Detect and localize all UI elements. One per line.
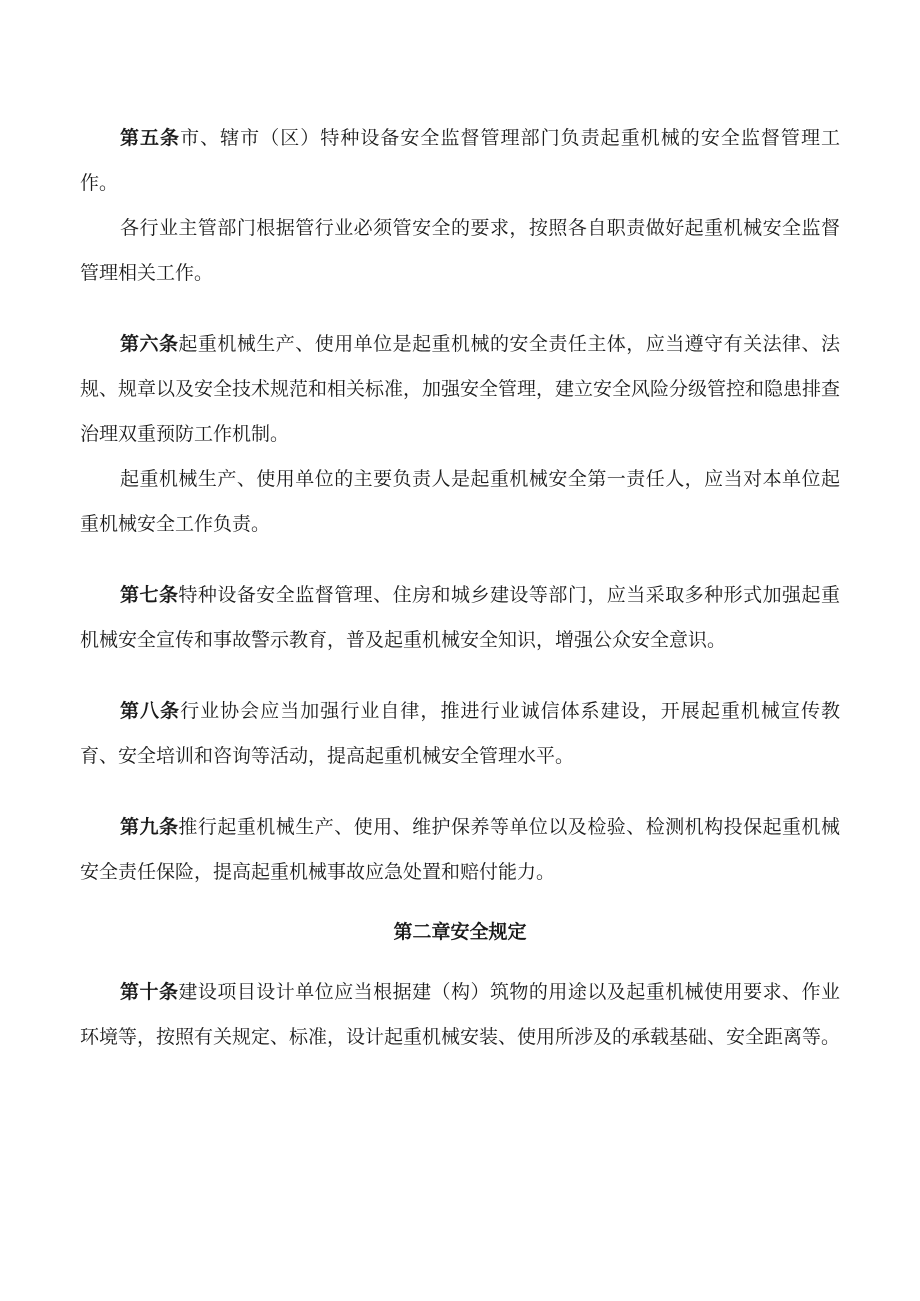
article-text: 建设项目设计单位应当根据建（构）筑物的用途以及起重机械使用要求、作业环境等，按照有关规定、标准，设计起重机械安装、使用所涉及的承载基础、安全距离等。 <box>80 981 841 1048</box>
article-number: 第八条 <box>120 700 181 722</box>
article-text: 起重机械生产、使用单位是起重机械的安全责任主体，应当遵守有关法律、法规、规章以及安全技术规范和相关标准，加强安全管理，建立安全风险分级管控和隐患排查治理双重预防工作机制。 <box>80 333 841 445</box>
article-paragraph <box>80 322 840 457</box>
article-number: 第九条 <box>120 816 179 838</box>
article-number: 第六条 <box>120 333 179 355</box>
article-text: 起重机械生产、使用单位的主要负责人是起重机械安全第一责任人，应当对本单位起重机械安全工作负责。 <box>80 468 840 535</box>
document-page <box>80 116 840 1060</box>
article-paragraph <box>80 457 840 547</box>
article-number: 第五条 <box>120 127 181 149</box>
article-number: 第十条 <box>120 981 179 1003</box>
article-paragraph <box>80 573 840 663</box>
article-7 <box>80 573 840 663</box>
article-5 <box>80 116 840 296</box>
article-text: 行业协会应当加强行业自律，推进行业诚信体系建设，开展起重机械宣传教育、安全培训和咨询等活动，提高起重机械安全管理水平。 <box>80 700 840 767</box>
article-paragraph <box>80 805 840 895</box>
article-10 <box>80 970 840 1060</box>
article-8 <box>80 689 840 779</box>
article-6 <box>80 322 840 547</box>
chapter-title: 第二章安全规定 <box>393 921 527 943</box>
article-text: 市、辖市（区）特种设备安全监督管理部门负责起重机械的安全监督管理工作。 <box>80 127 840 194</box>
article-text: 特种设备安全监督管理、住房和城乡建设等部门，应当采取多种形式加强起重机械安全宣传和事故警示教育，普及起重机械安全知识，增强公众安全意识。 <box>80 584 840 651</box>
article-paragraph <box>80 206 840 296</box>
article-paragraph <box>80 116 840 206</box>
article-paragraph <box>80 689 840 779</box>
article-paragraph <box>80 970 840 1060</box>
article-text: 推行起重机械生产、使用、维护保养等单位以及检验、检测机构投保起重机械安全责任保险，提高起重机械事故应急处置和赔付能力。 <box>80 816 840 883</box>
article-number: 第七条 <box>120 584 179 606</box>
article-9 <box>80 805 840 895</box>
article-text: 各行业主管部门根据管行业必须管安全的要求，按照各自职责做好起重机械安全监督管理相关工作。 <box>80 217 840 284</box>
